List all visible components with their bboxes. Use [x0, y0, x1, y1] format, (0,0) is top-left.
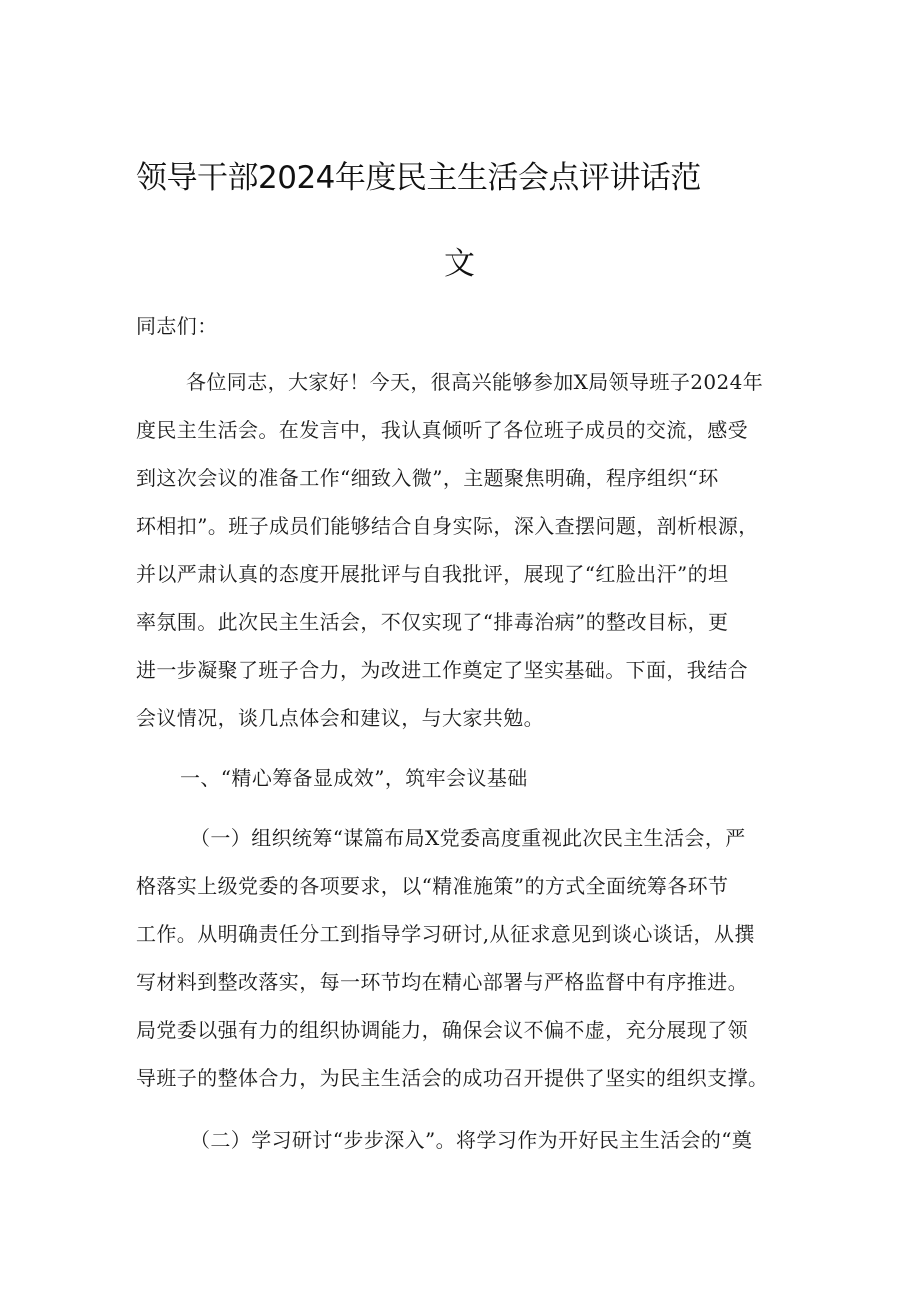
document-title-line-1: 领导干部2024年度民主生活会点评讲话范	[136, 160, 701, 196]
section-1-line: 局党委以强有力的组织协调能力，确保会议不偏不虚，充分展现了领	[136, 1018, 748, 1042]
section-heading-1: 一、“精心筹备显成效”，筑牢会议基础	[180, 766, 528, 790]
section-2-line: （二）学习研讨“步步深入”。将学习作为开好民主生活会的“奠	[190, 1128, 753, 1152]
section-1-line: 写材料到整改落实，每一环节均在精心部署与严格监督中有序推进。	[136, 970, 748, 994]
section-1-line: 导班子的整体合力，为民主生活会的成功召开提供了坚实的组织支撑。	[136, 1066, 769, 1090]
intro-line: 各位同志，大家好！今天，很高兴能够参加X局领导班子2024年	[186, 370, 764, 394]
section-1-line: 格落实上级党委的各项要求，以“精准施策”的方式全面统筹各环节	[136, 874, 729, 898]
intro-line: 环相扣”。班子成员们能够结合自身实际，深入查摆问题，剖析根源，	[136, 514, 759, 538]
intro-line: 进一步凝聚了班子合力，为改进工作奠定了坚实基础。下面，我结合	[136, 658, 748, 682]
intro-line: 会议情况，谈几点体会和建议，与大家共勉。	[136, 706, 544, 730]
intro-line: 度民主生活会。在发言中，我认真倾听了各位班子成员的交流，感受	[136, 418, 748, 442]
intro-line: 并以严肃认真的态度开展批评与自我批评，展现了“红脸出汗”的坦	[136, 562, 729, 586]
intro-line: 率氛围。此次民主生活会，不仅实现了“排毒治病”的整改目标，更	[136, 610, 729, 634]
salutation: 同志们：	[136, 314, 218, 338]
document-title-line-2: 文	[444, 246, 475, 282]
section-1-line: 工作。从明确责任分工到指导学习研讨,从征求意见到谈心谈话，从撰	[136, 922, 755, 946]
intro-line: 到这次会议的准备工作“细致入微”，主题聚焦明确，程序组织“环	[136, 466, 719, 490]
section-1-line: （一）组织统筹“谋篇布局X党委高度重视此次民主生活会，严	[190, 826, 746, 850]
